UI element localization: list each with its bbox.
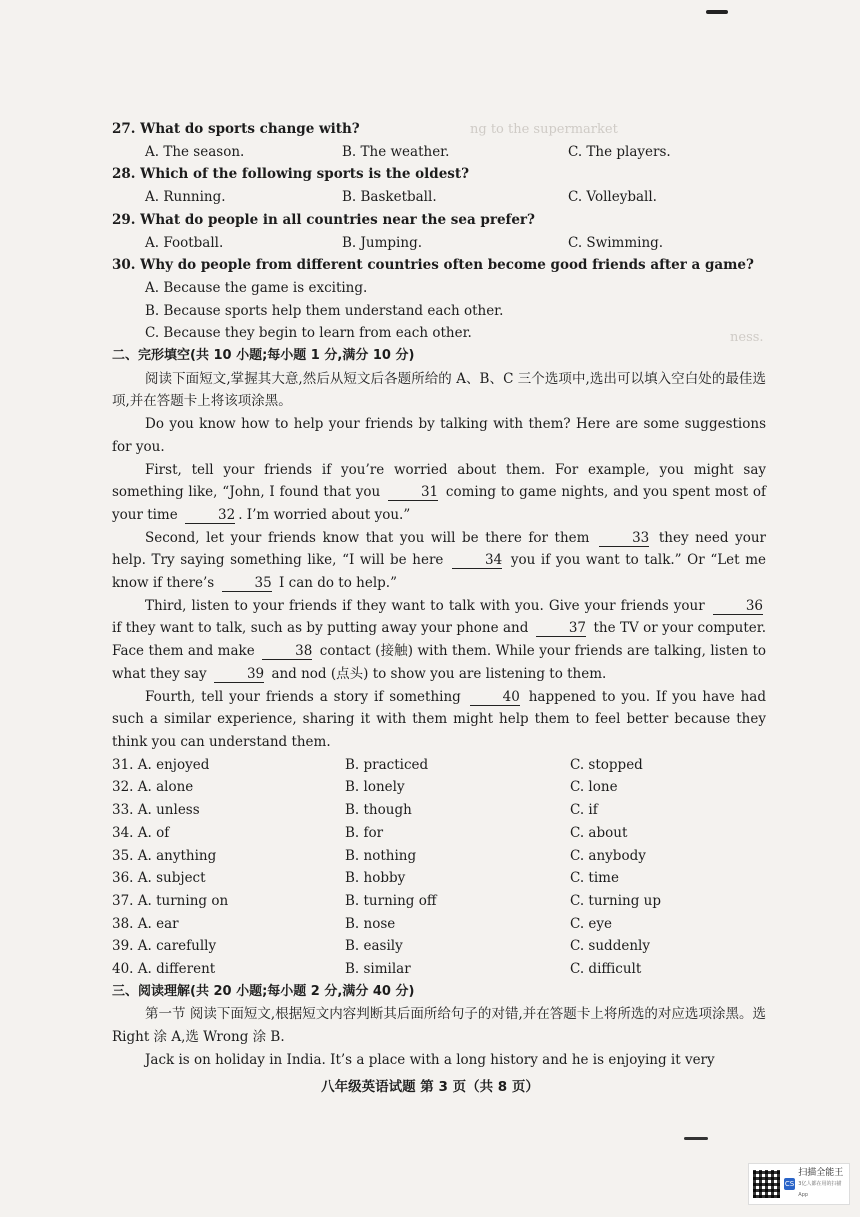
choice-row-33: 33. A. unless B. though C. if (112, 802, 598, 819)
choice-row-40: 40. A. different B. similar C. difficult (112, 961, 642, 978)
passage-paragraph-2: Second, let your friends know that you will be there for them 33 they need your help. Try saying something like, “I will be here 34 you if you want to talk.” Or “Let me know if there’s 35 I can do to help.” (112, 529, 767, 592)
option-c: C. The players. (568, 143, 671, 160)
choice-row-34: 34. A. of B. for C. about (112, 824, 628, 841)
passage-paragraph-3: Third, listen to your friends if they want to talk with you. Give your friends your 36 if they want to talk, such as by putting away your phone and 37 the TV or your computer. Face them and make 38 contact (接触) with them. While your friends are talking, listen to what they say 39 and nod (点头) to show you are listening to them. (112, 597, 767, 682)
scanner-name: 扫描全能王 (798, 1167, 844, 1178)
section-heading-cloze: 二、完形填空(共 10 小题;每小题 1 分,满分 10 分) (112, 348, 415, 364)
scan-mark (706, 10, 728, 14)
blank-39: 39 (214, 666, 264, 683)
option-c: C. Volleyball. (568, 189, 657, 206)
question-28-options (112, 186, 766, 209)
passage-paragraph-4: Fourth, tell your friends a story if something 40 happened to you. If you have had such a similar experience, sharing it with them might help them to feel better because they think you can understand them. (112, 688, 766, 750)
choice-row-38: 38. A. ear B. nose C. eye (112, 915, 613, 932)
scanner-watermark (748, 1163, 850, 1205)
blank-40: 40 (470, 689, 520, 706)
option-b: B. Because sports help them understand each other. (145, 302, 504, 319)
blank-32: 32 (185, 507, 235, 524)
option-a: A. The season. (145, 143, 245, 160)
question-29: 29. What do people in all countries near the sea prefer? (112, 211, 535, 228)
option-a: A. Because the game is exciting. (145, 279, 368, 296)
option-c: C. Because they begin to learn from each other. (145, 325, 472, 342)
section-instruction: 阅读下面短文,掌握其大意,然后从短文后各题所给的 A、B、C 三个选项中,选出可以填入空白处的最佳选项,并在答题卡上将该项涂黑。 (112, 370, 766, 410)
bleed-through-text: ng to the supermarket (470, 122, 618, 137)
qr-code-icon (753, 1170, 780, 1198)
cs-logo-icon: CS (784, 1180, 795, 1188)
option-b: B. Basketball. (342, 189, 437, 206)
option-a: A. Running. (145, 189, 226, 206)
exam-content (112, 118, 766, 1072)
option-a: A. Football. (145, 234, 224, 251)
question-28: 28. Which of the following sports is the oldest? (112, 166, 470, 183)
choice-row-32: 32. A. alone B. lonely C. lone (112, 779, 618, 796)
bleed-through-text: ness. (730, 330, 764, 345)
blank-38: 38 (262, 643, 312, 660)
choice-row-36: 36. A. subject B. hobby C. time (112, 870, 619, 887)
question-27: 27. What do sports change with? (112, 121, 360, 137)
choice-row-31: 31. A. enjoyed B. practiced C. stopped (112, 756, 643, 773)
choice-row-37: 37. A. turning on B. turning off C. turning up (112, 892, 661, 909)
blank-31: 31 (388, 484, 438, 501)
passage-paragraph-1: First, tell your friends if you’re worried about them. For example, you might say something like, “John, I found that you 31 coming to game nights, and you spent most of your time 32 . I’m worried about you.” (112, 461, 767, 523)
choice-row-35: 35. A. anything B. nothing C. anybody (112, 847, 646, 864)
blank-35: 35 (222, 575, 272, 592)
blank-36: 36 (713, 598, 763, 615)
option-c: C. Swimming. (568, 234, 664, 251)
option-b: B. Jumping. (342, 234, 422, 251)
section-heading-reading: 三、阅读理解(共 20 小题;每小题 2 分,满分 40 分) (112, 983, 415, 999)
blank-37: 37 (536, 620, 586, 637)
section-instruction: 第一节 阅读下面短文,根据短文内容判断其后面所给句子的对错,并在答题卡上将所选的对应选项涂黑。选 Right 涂 A,选 Wrong 涂 B. (112, 1006, 766, 1046)
question-27-options (112, 141, 766, 164)
cloze-choices (112, 754, 766, 981)
scanner-tagline: 3亿人都在用的扫描App (798, 1180, 842, 1198)
passage-intro: Do you know how to help your friends by talking with them? Here are some suggestions for you. (112, 416, 766, 455)
option-b: B. The weather. (342, 143, 450, 160)
question-29-options (112, 232, 766, 255)
blank-33: 33 (599, 530, 649, 547)
scan-mark (684, 1137, 708, 1140)
choice-row-39: 39. A. carefully B. easily C. suddenly (112, 938, 650, 955)
blank-34: 34 (452, 552, 502, 569)
page-footer: 八年级英语试题 第 3 页（共 8 页） (321, 1079, 539, 1095)
question-30: 30. Why do people from different countries often become good friends after a game? (112, 257, 754, 274)
passage-start: Jack is on holiday in India. It’s a place with a long history and he is enjoying it very (145, 1051, 715, 1068)
